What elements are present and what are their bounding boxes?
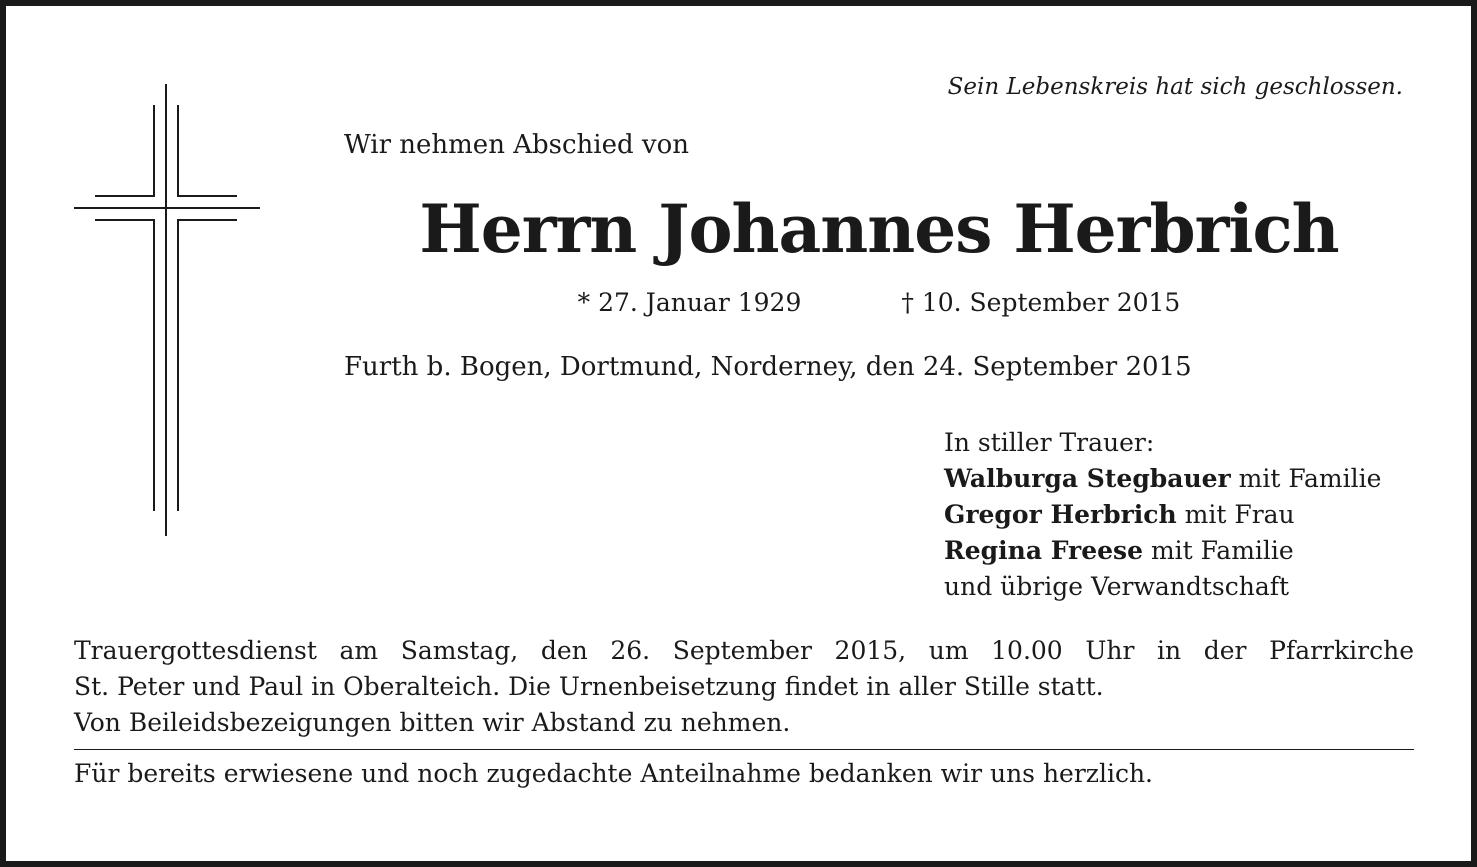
service-line-1: Trauergottesdienst am Samstag, den 26. September 2015, um 10.00 Uhr in der Pfarrkirche	[74, 636, 1414, 665]
mourner-suffix: mit Familie	[1230, 464, 1382, 493]
mourner-entry	[944, 461, 1381, 497]
mourner-name: Walburga Stegbauer	[944, 464, 1231, 493]
mourners-heading: In stiller Trauer:	[944, 428, 1155, 457]
deceased-name: Herrn Johannes Herbrich	[419, 190, 1339, 268]
mourner-suffix: mit Familie	[1143, 536, 1294, 565]
mourner-name: Gregor Herbrich	[944, 500, 1177, 529]
thanks-line: Für bereits erwiesene und noch zugedachte Anteilnahme bedanken wir uns herzlich.	[74, 759, 1154, 788]
birth-date: * 27. Januar 1929	[577, 288, 802, 317]
mourners-closing: und übrige Verwandtschaft	[944, 572, 1290, 601]
service-line-3: Von Beileidsbezeigungen bitten wir Abstand zu nehmen.	[74, 708, 791, 737]
service-line-2: St. Peter und Paul in Oberalteich. Die Urnenbeisetzung findet in aller Stille statt.	[74, 672, 1104, 701]
double-line-cross-icon	[74, 84, 260, 536]
mourner-name: Regina Freese	[944, 536, 1144, 565]
death-date: † 10. September 2015	[901, 288, 1181, 317]
motto: Sein Lebenskreis hat sich geschlossen.	[947, 74, 1403, 100]
mourners-block	[944, 425, 1381, 605]
place-and-date: Furth b. Bogen, Dortmund, Norderney, den 24. September 2015	[344, 352, 1192, 382]
mourner-entry	[944, 533, 1381, 569]
mourner-suffix: mit Frau	[1176, 500, 1295, 529]
mourner-entry	[944, 497, 1381, 533]
service-announcement	[74, 633, 1414, 741]
life-dates	[344, 288, 1414, 317]
divider-rule	[74, 749, 1414, 750]
intro-line: Wir nehmen Abschied von	[344, 130, 689, 160]
